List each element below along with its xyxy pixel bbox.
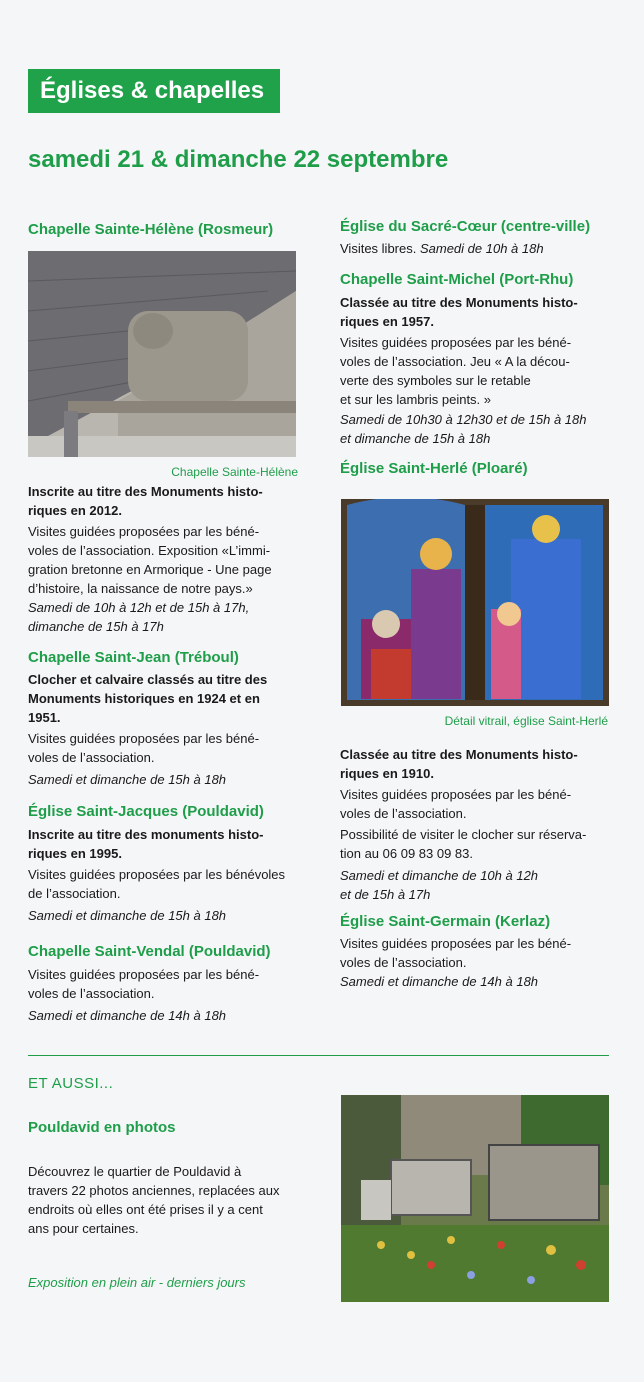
text-line: Classée au titre des Monuments histo- [340, 295, 578, 310]
text-line: verte des symboles sur le retable [340, 373, 531, 388]
event-date: samedi 21 & dimanche 22 septembre [28, 146, 449, 173]
text-line: ans pour certaines. [28, 1221, 139, 1236]
hours-line: Samedi de 10h30 à 12h30 et de 15h à 18h [340, 412, 587, 427]
jean-title: Chapelle Saint-Jean (Tréboul) [28, 649, 239, 666]
text-line: riques en 2012. [28, 503, 122, 518]
sacre-text: Visites libres. [340, 241, 420, 256]
sacre-title: Église du Sacré-Cœur (centre-ville) [340, 218, 591, 235]
stained-glass-photo [341, 499, 609, 706]
text-line: gration bretonne en Armorique - Une page [28, 562, 272, 577]
vendal-title: Chapelle Saint-Vendal (Pouldavid) [28, 943, 271, 960]
aussi-title: Pouldavid en photos [28, 1119, 176, 1136]
hours-line: et dimanche de 15h à 18h [340, 431, 491, 446]
text-line: riques en 1995. [28, 846, 122, 861]
pouldavid-photo [341, 1095, 609, 1302]
text-line: d’histoire, la naissance de notre pays.» [28, 581, 253, 596]
hours-line: Samedi et dimanche de 10h à 12h [340, 868, 539, 883]
text-line: 1951. [28, 710, 61, 725]
text-line: Visites guidées proposées par les béné- [340, 936, 572, 951]
helene-caption: Chapelle Sainte-Hélène [171, 465, 298, 479]
hours-line: Samedi et dimanche de 15h à 18h [28, 908, 227, 923]
text-line: Clocher et calvaire classés au titre des [28, 672, 268, 687]
text-line: Visites guidées proposées par les béné- [340, 335, 572, 350]
text-line: voles de l’association. [340, 955, 467, 970]
text-line: riques en 1957. [340, 314, 434, 329]
hours-line: dimanche de 15h à 17h [28, 619, 164, 634]
text-line: et sur les lambris peints. » [340, 392, 492, 407]
hours-line: et de 15h à 17h [340, 887, 431, 902]
herle-caption: Détail vitrail, église Saint-Herlé [444, 714, 608, 728]
jacques-title: Église Saint-Jacques (Pouldavid) [28, 803, 264, 820]
text-line: tion au 06 09 83 09 83. [340, 846, 474, 861]
text-line: Monuments historiques en 1924 et en [28, 691, 260, 706]
text-line: riques en 1910. [340, 766, 434, 781]
text-line: Visites guidées proposées par les béné- [28, 731, 260, 746]
hours-line: Samedi de 10h à 12h et de 15h à 17h, [28, 600, 250, 615]
text-line: voles de l’association. [340, 806, 467, 821]
section-divider [28, 1055, 609, 1056]
text-line: Visites guidées proposées par les bénévoles [28, 867, 286, 882]
hours-line: Samedi et dimanche de 15h à 18h [28, 772, 227, 787]
text-line: Visites guidées proposées par les béné- [28, 524, 260, 539]
aussi-footer: Exposition en plein air - derniers jours [28, 1275, 246, 1290]
michel-title: Chapelle Saint-Michel (Port-Rhu) [340, 271, 574, 288]
text-line: voles de l’association. Exposition «L’immi- [28, 543, 271, 558]
text-line: voles de l’association. [28, 750, 155, 765]
herle-title: Église Saint-Herlé (Ploaré) [340, 460, 528, 477]
text-line: travers 22 photos anciennes, replacées aux [28, 1183, 280, 1198]
hours-line: Samedi et dimanche de 14h à 18h [340, 974, 539, 989]
text-line: de l’association. [28, 886, 121, 901]
helene-title: Chapelle Sainte-Hélène (Rosmeur) [28, 221, 274, 238]
text-line: Inscrite au titre des monuments histo- [28, 827, 264, 842]
text-line: Visites guidées proposées par les béné- [340, 787, 572, 802]
text-line: Visites guidées proposées par les béné- [28, 967, 260, 982]
text-line: endroits où elles ont été prises il y a cent [28, 1202, 263, 1217]
text-line: Classée au titre des Monuments histo- [340, 747, 578, 762]
hours-line: Samedi et dimanche de 14h à 18h [28, 1008, 227, 1023]
helene-photo [28, 251, 296, 457]
section-banner: Églises & chapelles [28, 69, 280, 113]
text-line: Possibilité de visiter le clocher sur réserva- [340, 827, 587, 842]
text-line: voles de l’association. [28, 986, 155, 1001]
sacre-hours: Samedi de 10h à 18h [419, 241, 544, 256]
text-line: Inscrite au titre des Monuments histo- [28, 484, 263, 499]
text-line: Découvrez le quartier de Pouldavid à [28, 1164, 242, 1179]
aussi-label: ET AUSSI... [28, 1075, 114, 1092]
text-line: voles de l’association. Jeu « A la décou- [340, 354, 570, 369]
germain-title: Église Saint-Germain (Kerlaz) [340, 913, 551, 930]
sacre-line [340, 239, 608, 258]
